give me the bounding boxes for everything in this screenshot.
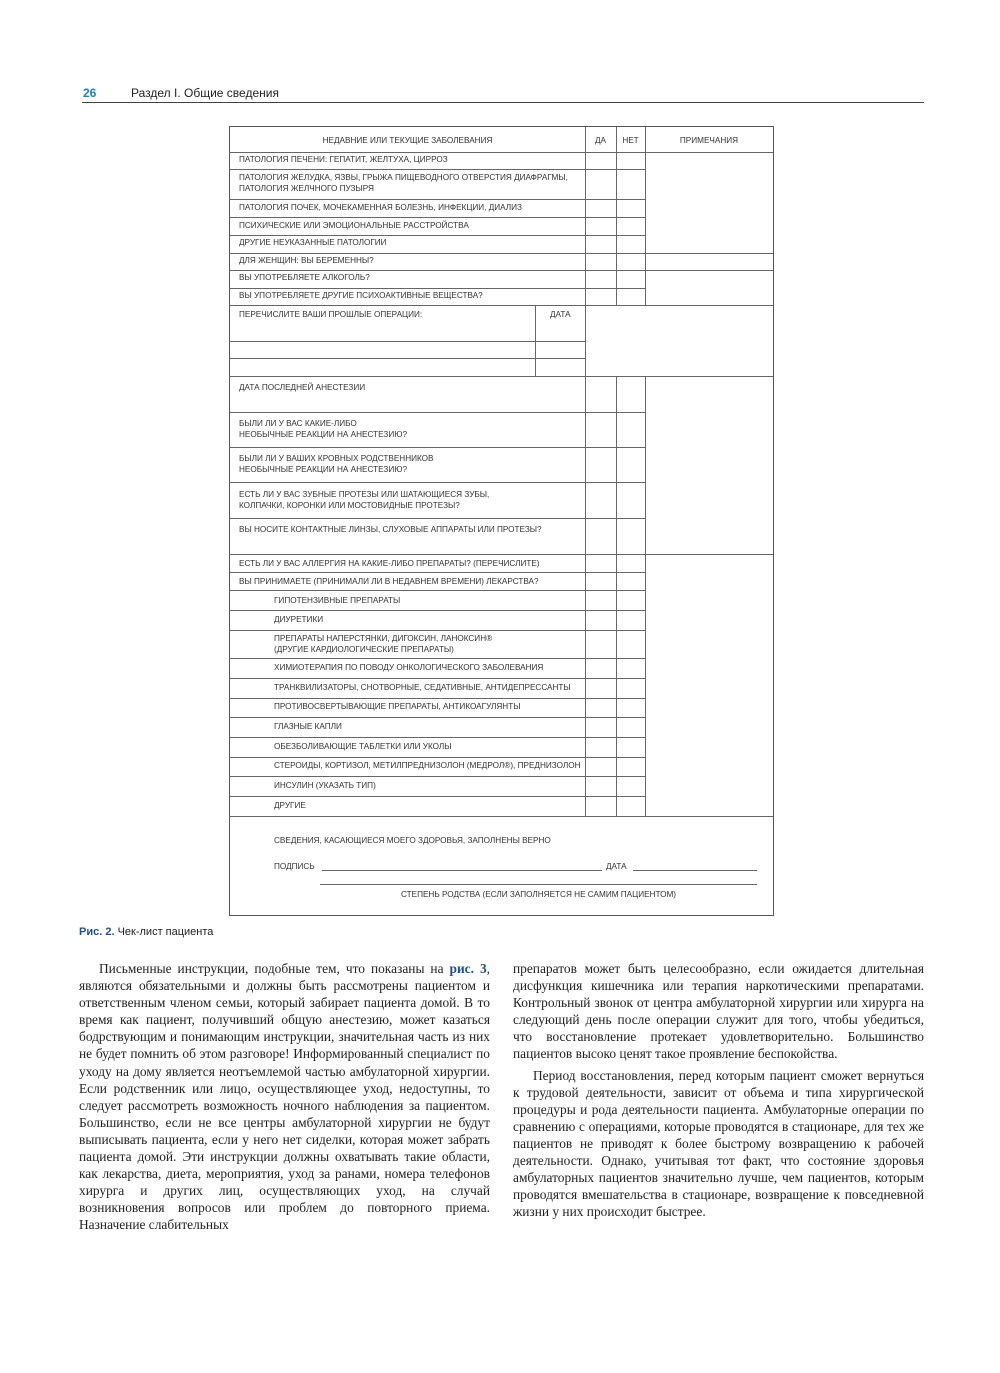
- row-label: БЫЛИ ЛИ У ВАШИХ КРОВНЫХ РОДСТВЕННИКОВ: [239, 454, 434, 463]
- row-divider: [230, 447, 645, 448]
- row-label: ДРУГИЕ: [274, 801, 306, 810]
- patient-checklist-form: [229, 126, 774, 916]
- header-divider: [82, 102, 924, 103]
- row-divider: [230, 816, 773, 817]
- column-header-no: НЕТ: [622, 136, 639, 145]
- row-label: ЕСТЬ ЛИ У ВАС АЛЛЕРГИЯ НА КАКИЕ-ЛИБО ПРЕПАРАТЫ? (ПЕРЕЧИСЛИТЕ): [239, 559, 540, 568]
- row-label: ТРАНКВИЛИЗАТОРЫ, СНОТВОРНЫЕ, СЕДАТИВНЫЕ, АНТИДЕПРЕССАНТЫ: [274, 683, 571, 692]
- figure-reference-link[interactable]: рис. 3: [449, 961, 487, 976]
- row-label: ПАТОЛОГИЯ ЖЕЛЧНОГО ПУЗЫРЯ: [239, 184, 374, 193]
- relation-line: [320, 884, 757, 885]
- signature-line: [322, 870, 602, 871]
- row-divider: [230, 572, 645, 573]
- row-label: НЕОБЫЧНЫЕ РЕАКЦИИ НА АНЕСТЕЗИЮ?: [239, 465, 408, 474]
- row-label: (ДРУГИЕ КАРДИОЛОГИЧЕСКИЕ ПРЕПАРАТЫ): [274, 645, 454, 654]
- declaration-text: СВЕДЕНИЯ, КАСАЮЩИЕСЯ МОЕГО ЗДОРОВЬЯ, ЗАПОЛНЕНЫ ВЕРНО: [274, 836, 551, 845]
- row-label: ОБЕЗБОЛИВАЮЩИЕ ТАБЛЕТКИ ИЛИ УКОЛЫ: [274, 742, 452, 751]
- column-header-yes: ДА: [594, 136, 606, 145]
- row-label: СТЕРОИДЫ, КОРТИЗОЛ, МЕТИЛПРЕДНИЗОЛОН (МЕДРОЛ®), ПРЕДНИЗОЛОН: [274, 761, 581, 770]
- section-title: Раздел I. Общие сведения: [131, 86, 279, 100]
- row-divider: [230, 590, 645, 591]
- row-label: ХИМИОТЕРАПИЯ ПО ПОВОДУ ОНКОЛОГИЧЕСКОГО ЗАБОЛЕВАНИЯ: [274, 663, 544, 672]
- column-divider: [616, 127, 617, 305]
- row-label: ГИПОТЕНЗИВНЫЕ ПРЕПАРАТЫ: [274, 596, 401, 605]
- row-label: ПРОТИВОСВЕРТЫВАЮЩИЕ ПРЕПАРАТЫ, АНТИКОАГУЛЯНТЫ: [274, 702, 521, 711]
- row-label: ЕСТЬ ЛИ У ВАС ЗУБНЫЕ ПРОТЕЗЫ ИЛИ ШАТАЮЩИЕСЯ ЗУБЫ,: [239, 490, 490, 499]
- figure-title: Чек-лист пациента: [117, 926, 214, 938]
- row-divider: [230, 412, 645, 413]
- signature-label: ПОДПИСЬ: [274, 862, 315, 871]
- row-label: ДЛЯ ЖЕНЩИН: ВЫ БЕРЕМЕННЫ?: [239, 256, 374, 265]
- row-label: БЫЛИ ЛИ У ВАС КАКИЕ-ЛИБО: [239, 419, 357, 428]
- row-divider: [230, 152, 773, 153]
- column-divider: [585, 127, 586, 816]
- row-label: ПАТОЛОГИЯ ПОЧЕК, МОЧЕКАМЕННАЯ БОЛЕЗНЬ, ИНФЕКЦИИ, ДИАЛИЗ: [239, 203, 522, 212]
- row-divider: [230, 288, 645, 289]
- row-label: ДАТА ПОСЛЕДНЕЙ АНЕСТЕЗИИ: [239, 383, 366, 392]
- row-label: ПЕРЕЧИСЛИТЕ ВАШИ ПРОШЛЫЕ ОПЕРАЦИИ:: [239, 310, 423, 319]
- row-label: ГЛАЗНЫЕ КАПЛИ: [274, 722, 342, 731]
- column-header-condition: НЕДАВНИЕ ИЛИ ТЕКУЩИЕ ЗАБОЛЕВАНИЯ: [322, 136, 493, 145]
- row-divider: [230, 482, 645, 483]
- row-label: ПСИХИЧЕСКИЕ ИЛИ ЭМОЦИОНАЛЬНЫЕ РАССТРОЙСТВА: [239, 221, 469, 230]
- body-paragraph: препаратов может быть целесообразно, если ожидается длительная дисфункция кишечника или терапия наркотическими препаратами. Контрольный звонок от центра амбулаторной хирургии или хирурга на следующий день после операции служит для того, чтобы убедиться, что восстановление протекает удовлетворительно. Большинство пациентов высоко ценят такое проявление беспокойства.: [513, 961, 924, 1062]
- row-divider: [230, 217, 645, 218]
- row-label: ДАТА: [550, 310, 571, 319]
- row-divider: [230, 358, 585, 359]
- column-divider: [535, 305, 536, 376]
- right-column: [513, 960, 924, 1220]
- row-label: ПРЕПАРАТЫ НАПЕРСТЯНКИ, ДИГОКСИН, ЛАНОКСИН®: [274, 634, 493, 643]
- row-divider: [230, 737, 645, 738]
- row-divider: [230, 630, 645, 631]
- row-label: ИНСУЛИН (УКАЗАТЬ ТИП): [274, 781, 376, 790]
- page-number: 26: [83, 86, 97, 100]
- row-divider: [230, 235, 645, 236]
- row-divider: [230, 678, 645, 679]
- figure-label: Рис. 2.: [79, 926, 115, 938]
- date-label: ДАТА: [606, 862, 627, 871]
- row-divider: [230, 757, 645, 758]
- row-label: ВЫ ПРИНИМАЕТЕ (ПРИНИМАЛИ ЛИ В НЕДАВНЕМ ВРЕМЕНИ) ЛЕКАРСТВА?: [239, 577, 539, 586]
- row-divider: [230, 698, 645, 699]
- column-header-notes: ПРИМЕЧАНИЯ: [679, 136, 739, 145]
- row-label: ПАТОЛОГИЯ ПЕЧЕНИ: ГЕПАТИТ, ЖЕЛТУХА, ЦИРРОЗ: [239, 155, 448, 164]
- body-paragraph: Период восстановления, перед которым пациент сможет вернуться к трудовой деятельности, зависит от объема и типа хирургической процедуры и рода деятельности пациента. Амбулаторные операции по сравнению с операциями, которые проводятся в стационаре, для тех же пациентов не приводят к более быстрому возвращению к рабочей деятельности. Однако, учитывая тот факт, что состояние здоровья амбулаторных пациентов значительно лучше, чем пациентов, которым проводятся вмешательства в стационаре, возвращение к повседневной жизни у них происходит быстрее.: [513, 1067, 924, 1220]
- row-divider: [230, 796, 645, 797]
- row-divider: [230, 305, 773, 306]
- row-divider: [230, 376, 773, 377]
- date-line: [633, 870, 757, 871]
- row-divider: [230, 717, 645, 718]
- row-divider: [230, 658, 645, 659]
- row-label: ВЫ НОСИТЕ КОНТАКТНЫЕ ЛИНЗЫ, СЛУХОВЫЕ АППАРАТЫ ИЛИ ПРОТЕЗЫ?: [239, 525, 542, 534]
- row-label: ПАТОЛОГИЯ ЖЕЛУДКА, ЯЗВЫ, ГРЫЖА ПИЩЕВОДНОГО ОТВЕРСТИЯ ДИАФРАГМЫ,: [239, 173, 568, 182]
- row-divider: [230, 518, 645, 519]
- row-label: ВЫ УПОТРЕБЛЯЕТЕ ДРУГИЕ ПСИХОАКТИВНЫЕ ВЕЩЕСТВА?: [239, 291, 483, 300]
- body-paragraph: [79, 960, 490, 1234]
- figure-caption: [79, 926, 213, 938]
- relation-label: СТЕПЕНЬ РОДСТВА (ЕСЛИ ЗАПОЛНЯЕТСЯ НЕ САМИМ ПАЦИЕНТОМ): [400, 890, 677, 899]
- column-divider: [616, 376, 617, 816]
- row-divider: [230, 270, 773, 271]
- row-divider: [230, 253, 773, 254]
- row-divider: [230, 554, 773, 555]
- paragraph-text-start: Письменные инструкции, подобные тем, что показаны на: [99, 961, 450, 976]
- paragraph-text-end: , являются обязательными и должны быть рассмотрены пациентом и ответственным членом семьи, который забирает пациента домой. В то время как пациент, получивший общую анестезию, может казаться бодрствующим и понимающим инструкции, значительная часть из них не будет помнить об этом разговоре! Информированный специалист по уходу на дому является неотъемлемой частью амбулаторной хирургии. Если родственник или лицо, осуществляющее уход, недоступны, то следует рассмотреть возможность ночного наблюдения за пациентом. Большинство, если не все центры амбулаторной хирургии не будут выписывать пациента, если у него нет сиделки, которая может забрать пациента домой. Эти инструкции должны охватывать такие области, как лекарства, диета, мероприятия, уход за ранами, номера телефонов хирурга и других лиц, осуществляющих уход, на случай возникновения вопросов или проблем до повторного приема. Назначение слабительных: [79, 961, 491, 1233]
- column-divider: [645, 376, 646, 816]
- row-label: КОЛПАЧКИ, КОРОНКИ ИЛИ МОСТОВИДНЫЕ ПРОТЕЗЫ?: [239, 501, 460, 510]
- row-divider: [230, 199, 645, 200]
- row-label: ДИУРЕТИКИ: [274, 615, 324, 624]
- row-divider: [230, 776, 645, 777]
- row-label: ДРУГИЕ НЕУКАЗАННЫЕ ПАТОЛОГИИ: [239, 238, 387, 247]
- row-label: ВЫ УПОТРЕБЛЯЕТЕ АЛКОГОЛЬ?: [239, 273, 370, 282]
- row-divider: [230, 610, 645, 611]
- row-label: НЕОБЫЧНЫЕ РЕАКЦИИ НА АНЕСТЕЗИЮ?: [239, 430, 408, 439]
- column-divider: [645, 127, 646, 305]
- left-column: [79, 960, 490, 1234]
- row-divider: [230, 169, 645, 170]
- row-divider: [230, 341, 585, 342]
